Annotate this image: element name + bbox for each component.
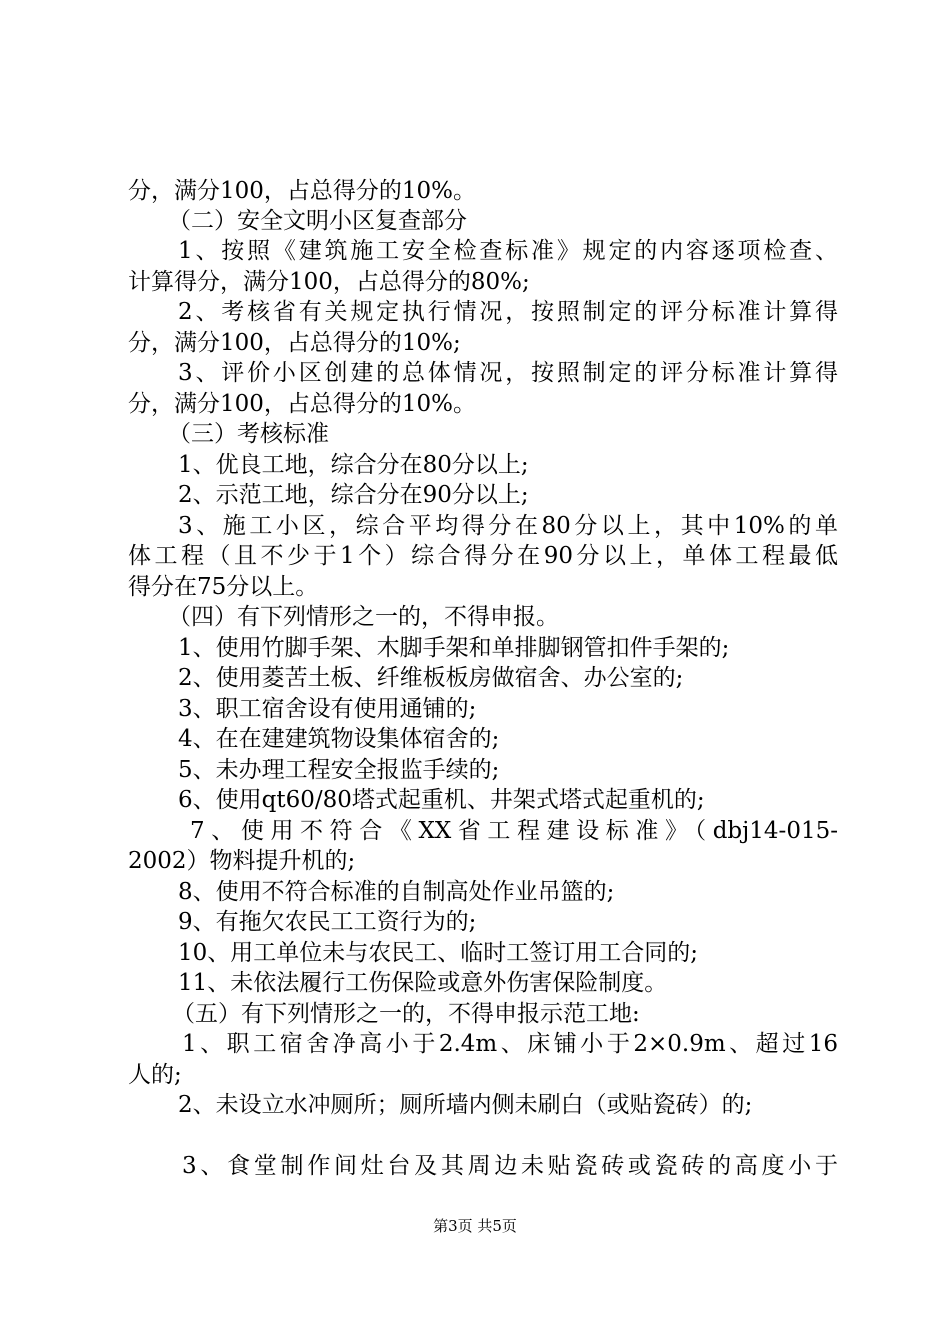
text-line: 分，满分100，占总得分的10%。 [128, 391, 477, 417]
section-heading: （二）安全文明小区复查部分 [168, 208, 467, 234]
text-line: 2、考核省有关规定执行情况，按照制定的评分标准计算得 [178, 299, 838, 325]
text-line: 5、未办理工程安全报监手续的; [178, 757, 500, 783]
section-heading: （四）有下列情形之一的，不得申报。 [168, 604, 559, 630]
text-line: 7、使用不符合《XX省工程建设标准》（dbj14-015- [190, 818, 838, 844]
text-line: 2、示范工地，综合分在90分以上; [178, 482, 529, 508]
text-line: 1、优良工地，综合分在80分以上; [178, 452, 529, 478]
text-line: 10、用工单位未与农民工、临时工签订用工合同的; [178, 940, 699, 966]
text-line: 得分在75分以上。 [128, 574, 319, 600]
text-line: 分，满分100，占总得分的10%; [128, 330, 461, 356]
text-line: 3、施工小区，综合平均得分在80分以上，其中10%的单 [178, 513, 838, 539]
text-line: 6、使用qt60/80塔式起重机、井架式塔式起重机的; [178, 787, 705, 813]
text-line: 3、评价小区创建的总体情况，按照制定的评分标准计算得 [178, 360, 838, 386]
text-line: 11、未依法履行工伤保险或意外伤害保险制度。 [178, 970, 668, 996]
text-line: 分，满分100，占总得分的10%。 [128, 178, 477, 204]
page-footer: 第3页 共5页 [433, 1217, 517, 1235]
text-line: 2、使用菱苦土板、纤维板板房做宿舍、办公室的; [178, 665, 684, 691]
text-line: 2002）物料提升机的; [128, 848, 356, 874]
text-line: 1、使用竹脚手架、木脚手架和单排脚钢管扣件手架的; [178, 635, 730, 661]
text-line: 8、使用不符合标准的自制高处作业吊篮的; [178, 879, 615, 905]
text-line: 4、在在建建筑物设集体宿舍的; [178, 726, 500, 752]
text-line: 人的; [128, 1062, 182, 1088]
text-line: 3、食堂制作间灶台及其周边未贴瓷砖或瓷砖的高度小于 [182, 1153, 838, 1179]
section-heading: （三）考核标准 [168, 421, 329, 447]
text-line: 1、按照《建筑施工安全检查标准》规定的内容逐项检查、 [178, 238, 838, 264]
text-line: 体工程（且不少于1个）综合得分在90分以上，单体工程最低 [128, 543, 838, 569]
text-line: 9、有拖欠农民工工资行为的; [178, 909, 477, 935]
text-line: 1、职工宿舍净高小于2.4m、床铺小于2×0.9m、超过16 [182, 1031, 838, 1057]
text-line: 3、职工宿舍设有使用通铺的; [178, 696, 477, 722]
section-heading: （五）有下列情形之一的，不得申报示范工地: [172, 1001, 640, 1027]
text-line: 2、未设立水冲厕所；厕所墙内侧未刷白（或贴瓷砖）的; [178, 1092, 753, 1118]
text-line: 计算得分，满分100，占总得分的80%; [128, 269, 530, 295]
